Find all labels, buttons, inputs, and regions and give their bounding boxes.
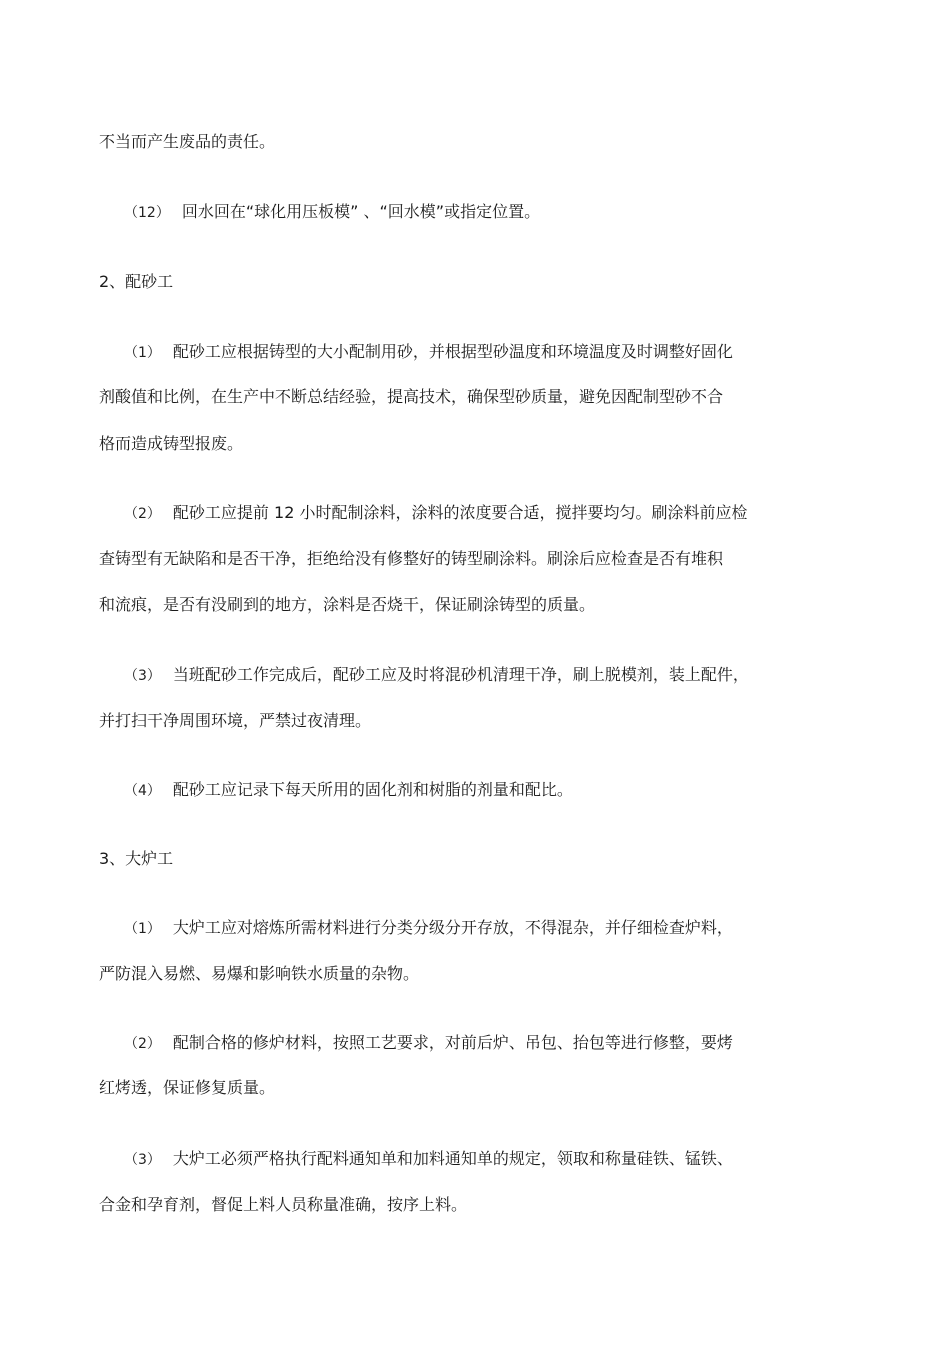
text-line: 严防混入易燃、易爆和影响铁水质量的杂物。 [99, 964, 420, 983]
text-line: 和流痕，是否有没刷到的地方，涂料是否烧干，保证刷涂铸型的质量。 [99, 595, 596, 614]
text-line: 合金和孕育剂，督促上料人员称量准确，按序上料。 [99, 1195, 468, 1214]
text-line: （3） 大炉工必须严格执行配料通知单和加料通知单的规定，领取和称量硅铁、锰铁、 [124, 1149, 733, 1168]
text-line: 红烤透，保证修复质量。 [99, 1078, 276, 1097]
item-number: （2） [124, 506, 161, 522]
item-number: （1） [124, 921, 161, 937]
item-number: （3） [124, 1152, 161, 1168]
text-line: （1） 大炉工应对熔炼所需材料进行分类分级分开存放，不得混杂，并仔细检查炉料， [124, 918, 733, 937]
text-line: （3） 当班配砂工作完成后，配砂工应及时将混砂机清理干净，刷上脱模剂，装上配件， [124, 665, 749, 684]
text-line: （1） 配砂工应根据铸型的大小配制用砂，并根据型砂温度和环境温度及时调整好固化 [124, 342, 733, 361]
section-heading: 3、大炉工 [99, 849, 174, 868]
item-number: （4） [124, 783, 161, 799]
text-line: （2） 配砂工应提前 12 小时配制涂料，涂料的浓度要合适，搅拌要均匀。刷涂料前应检 [124, 503, 748, 522]
text-line: 不当而产生废品的责任。 [99, 132, 276, 151]
text-line: 格而造成铸型报废。 [99, 434, 244, 453]
item-number: （1） [124, 345, 161, 361]
text-line: 剂酸值和比例，在生产中不断总结经验，提高技术，确保型砂质量，避免因配制型砂不合 [99, 387, 724, 406]
section-heading: 2、配砂工 [99, 272, 174, 291]
text-line: 查铸型有无缺陷和是否干净，拒绝给没有修整好的铸型刷涂料。刷涂后应检查是否有堆积 [99, 549, 724, 568]
text-line: （12） 回水回在“球化用压板模” 、“回水模”或指定位置。 [124, 202, 541, 221]
item-number: （3） [124, 668, 161, 684]
text-line: （4） 配砂工应记录下每天所用的固化剂和树脂的剂量和配比。 [124, 780, 573, 799]
text-line: （2） 配制合格的修炉材料，按照工艺要求，对前后炉、吊包、抬包等进行修整，要烤 [124, 1033, 733, 1052]
text-line: 并打扫干净周围环境，严禁过夜清理。 [99, 711, 372, 730]
item-number: （12） [124, 205, 170, 221]
item-number: （2） [124, 1036, 161, 1052]
